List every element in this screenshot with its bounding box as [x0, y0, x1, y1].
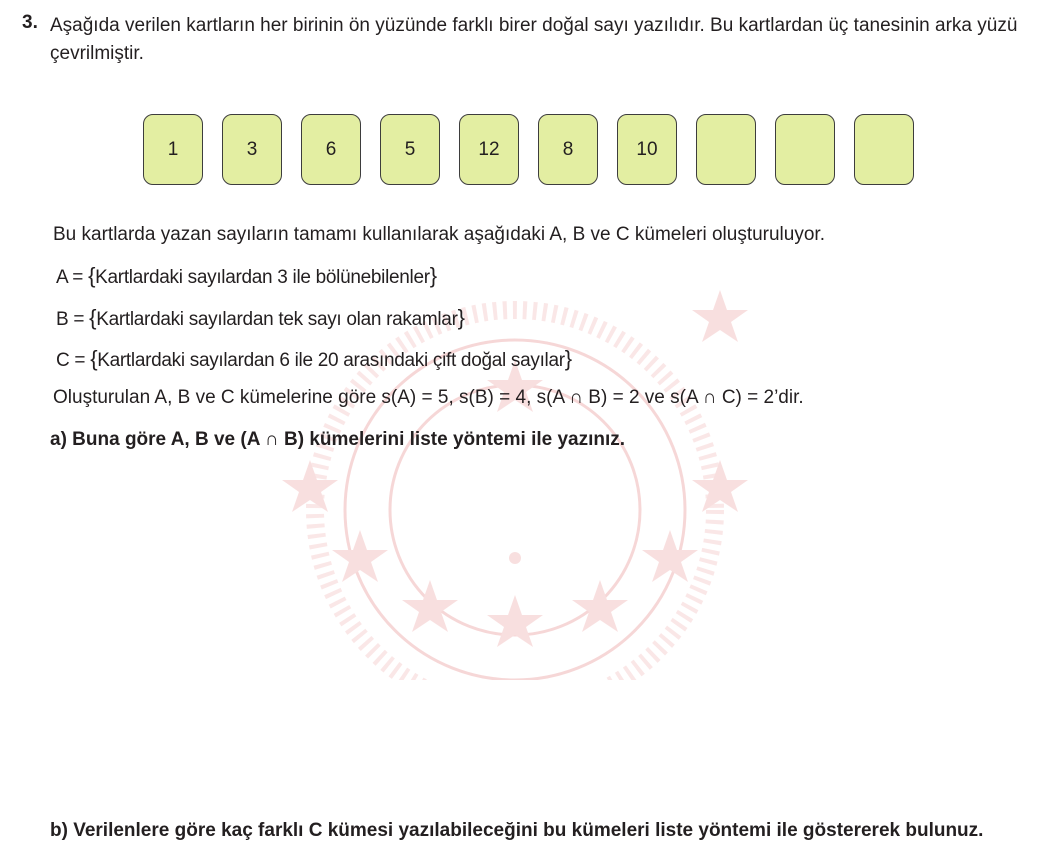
card: 3 — [222, 114, 282, 185]
equals-sign: = — [67, 267, 89, 288]
close-brace: } — [429, 263, 437, 288]
question-text: Aşağıda verilen kartların her birinin ön yüzünde farklı birer doğal sayı yazılıdır. Bu kartlardan üç tanesinin arka yüzü çevrilmiştir. — [50, 15, 1018, 64]
part-b-question: b) Verilenlere göre kaç farklı C kümesi yazılabileceğini bu kümeleri liste yöntemi ile göstererek bulunuz. — [50, 820, 984, 841]
question-number: 3. — [22, 12, 38, 33]
card: 1 — [143, 114, 203, 185]
open-brace: { — [88, 263, 96, 288]
open-brace: { — [90, 346, 98, 371]
set-description: Kartlardaki sayılardan tek sayı olan rakamlar — [96, 309, 458, 330]
card: 10 — [617, 114, 677, 185]
card: 12 — [459, 114, 519, 185]
set-c-definition — [56, 346, 572, 372]
set-b-definition — [56, 305, 465, 331]
equals-sign: = — [69, 350, 91, 371]
set-description: Kartlardaki sayılardan 3 ile bölünebilenler — [95, 267, 430, 288]
close-brace: } — [457, 305, 465, 330]
set-description: Kartlardaki sayılardan 6 ile 20 arasındaki çift doğal sayılar — [97, 350, 565, 371]
set-name: B — [56, 309, 69, 330]
card-blank — [696, 114, 756, 185]
condition-text: Oluşturulan A, B ve C kümelerine göre s(A) = 5, s(B) = 4, s(A ∩ B) = 2 ve s(A ∩ C) = 2’dir. — [53, 387, 804, 408]
equals-sign: = — [68, 309, 90, 330]
card-blank — [775, 114, 835, 185]
open-brace: { — [89, 305, 97, 330]
card: 6 — [301, 114, 361, 185]
card-row — [143, 114, 914, 185]
set-a-definition — [56, 263, 437, 289]
card: 8 — [538, 114, 598, 185]
close-brace: } — [564, 346, 572, 371]
card-blank — [854, 114, 914, 185]
set-name: C — [56, 350, 70, 371]
part-a-question: a) Buna göre A, B ve (A ∩ B) kümelerini liste yöntemi ile yazınız. — [50, 429, 626, 450]
card: 5 — [380, 114, 440, 185]
intro-text: Bu kartlarda yazan sayıların tamamı kullanılarak aşağıdaki A, B ve C kümeleri oluşturuluyor. — [53, 224, 825, 245]
set-name: A — [56, 267, 68, 288]
